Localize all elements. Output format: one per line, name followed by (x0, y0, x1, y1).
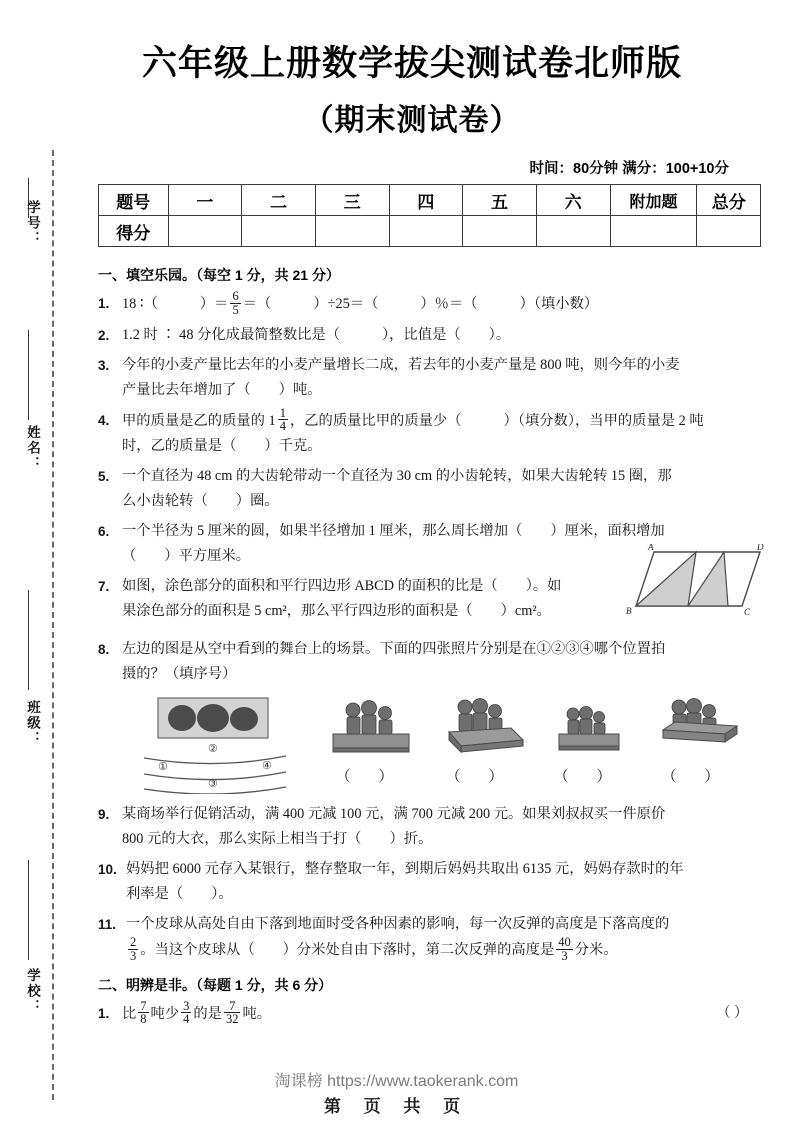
question-1-8 (98, 637, 762, 687)
sidebar-label-school: 学校： (25, 968, 40, 1015)
question-1-9 (98, 802, 762, 852)
q11-line-2a: 。当这个皮球从（ (140, 941, 255, 958)
fraction-numerator: 7 (140, 998, 147, 1013)
q8-line-2: 摄的？（填序号） (122, 666, 237, 682)
score-col-6: 六 (536, 185, 610, 216)
question-number: 1. (98, 296, 110, 311)
photo-4-answer-blank[interactable]: （ ） (661, 769, 732, 785)
question-number: 2. (98, 327, 110, 343)
question-1-4 (98, 405, 762, 460)
fraction-denominator: 3 (556, 949, 573, 963)
q4-fraction (278, 407, 288, 434)
q1-part-e: ）％＝（ (420, 295, 478, 312)
fraction-denominator: 5 (232, 302, 239, 317)
sidebar-label-student-id: 学号： (25, 200, 40, 247)
s2q1-text-c: 的是 (193, 1005, 222, 1022)
q11-line-2c: 分米。 (574, 941, 618, 958)
score-cell-2[interactable] (242, 216, 316, 247)
fraction-numerator: 6 (232, 289, 239, 303)
fraction-denominator: 4 (183, 1012, 190, 1027)
question-1-1 (98, 291, 762, 318)
aerial-label-4: ④ (262, 760, 272, 772)
q4-part-c: ）（填分数），当甲的质量是 2 吨 (503, 412, 704, 429)
score-col-2: 二 (242, 185, 316, 216)
q6-line-1b: ）厘米，面积增加 (550, 523, 665, 539)
s2q1-text-d: 吨。 (242, 1005, 272, 1022)
sidebar-label-class: 班级： (25, 700, 40, 747)
q3-line-2a: 产量比去年增加了（ (122, 381, 251, 398)
page-number-footer: 第 页 共 页 (323, 1097, 470, 1116)
section-heading-2: 二、明辨是非。（每题 1 分，共 6 分） (98, 976, 333, 993)
question-number: 9. (98, 807, 110, 822)
vertex-label-B: B (626, 606, 632, 616)
q9-line-2a: 800 元的大衣，那么实际上相当于打（ (122, 831, 362, 847)
question-number: 11. (98, 917, 117, 932)
score-cell-4[interactable] (389, 216, 463, 247)
score-col-3: 三 (315, 185, 389, 216)
score-col-4: 四 (389, 185, 463, 216)
q1-part-c: ＝（ (242, 295, 272, 312)
table-row-scores (99, 216, 761, 247)
aerial-label-1: ① (158, 761, 168, 773)
q10-line-1: 妈妈把 6000 元存入某银行，整存整取一年，到期后妈妈共取出 6135 元，妈妈存款时的年 (126, 861, 684, 877)
parallelogram-figure (624, 544, 766, 627)
photo-3-answer-blank[interactable]: （ ） (553, 769, 624, 785)
question-body (122, 802, 762, 852)
score-table-row-label-2: 得分 (99, 216, 169, 247)
sidebar-rule-2 (28, 330, 29, 420)
question-body (126, 912, 762, 964)
score-cell-extra[interactable] (610, 216, 697, 247)
q3-line-1: 今年的小麦产量比去年的小麦产量增长二成，若去年的小麦产量是 800 吨，则今年的小麦 (122, 356, 680, 373)
q11-line-2b: ）分米处自由下落时，第二次反弹的高度是 (282, 941, 555, 958)
aerial-label-3: ③ (208, 778, 218, 790)
question-body (122, 353, 762, 403)
question-body (122, 637, 762, 687)
question-body (126, 857, 762, 907)
q2-part-a: 1.2 时 ∶ 48 分化成最简整数比是（ (122, 326, 341, 343)
q6-line-1a: 一个半径为 5 厘米的圆，如果半径增加 1 厘米，那么周长增加（ (122, 523, 523, 539)
q1-part-a: 18 ∶（ (122, 295, 158, 312)
sidebar-rule-4 (28, 860, 29, 960)
q3-line-2b: ）吨。 (278, 381, 322, 398)
fraction-numerator: 40 (558, 935, 571, 949)
q5-line-2b: ）圈。 (235, 493, 279, 509)
question-1-2 (98, 323, 762, 348)
q1-part-d: ）÷25＝（ (313, 295, 379, 312)
question-1-11 (98, 912, 762, 964)
page-subtitle: （期末测试卷） (303, 104, 521, 137)
score-cell-3[interactable] (315, 216, 389, 247)
photo-option-4[interactable] (644, 696, 749, 786)
fraction-numerator: 7 (229, 998, 236, 1013)
vertex-label-C: C (744, 607, 751, 617)
left-margin-strip (0, 0, 62, 1122)
exam-time-and-score-info: 时间：80分钟 满分：100+10分 (529, 161, 729, 177)
photo-option-1[interactable] (318, 696, 423, 786)
aerial-stage-view (140, 694, 292, 799)
photo-1-svg (321, 696, 421, 762)
s2q1-fraction-b (181, 1000, 191, 1027)
photo-4-svg (647, 696, 747, 762)
q9-line-1: 某商场举行促销活动，满 400 元减 100 元，满 700 元减 200 元。如果刘叔叔买一件原价 (122, 806, 666, 822)
q5-line-2a: 么小齿轮转（ (122, 493, 208, 509)
fraction-numerator: 3 (183, 998, 190, 1013)
q10-line-2b: ）。 (211, 886, 233, 902)
site-watermark: 淘课榜 https://www.taokerank.com (274, 1073, 519, 1090)
fraction-numerator: 1 (279, 405, 286, 420)
score-table (98, 184, 761, 247)
question-2-1 (98, 998, 762, 1028)
question-8-figures (122, 692, 762, 800)
score-col-5: 五 (463, 185, 537, 216)
question-number: 7. (98, 579, 110, 594)
sidebar-rule-3 (28, 590, 29, 690)
q9-line-2b: ）折。 (389, 831, 433, 847)
question-number: 8. (98, 642, 110, 657)
vertex-label-D: D (757, 544, 764, 552)
q5-line-1: 一个直径为 48 cm 的大齿轮带动一个直径为 30 cm 的小齿轮转，如果大齿轮转 15 圈，那 (122, 468, 672, 484)
photo-3-svg (539, 702, 639, 762)
fraction-numerator: 2 (130, 935, 137, 949)
q4-part-a: 甲的质量是乙的质量的 1 (122, 412, 276, 429)
question-1-3 (98, 353, 762, 403)
parallelogram-svg (624, 544, 766, 618)
fraction-denominator: 8 (140, 1012, 147, 1027)
q7-line-1b: ）。如 (525, 578, 562, 594)
q7-line-2a: 果涂色部分的面积是 5 cm²，那么平行四边形的面积是（ (122, 603, 473, 619)
question-1-10 (98, 857, 762, 907)
sidebar-label-name: 姓名： (25, 425, 40, 472)
score-cell-6[interactable] (536, 216, 610, 247)
q11-line-1: 一个皮球从高处自由下落到地面时受各种因素的影响，每一次反弹的高度是下落高度的 (126, 916, 670, 932)
fraction-denominator: 4 (279, 419, 286, 434)
q7-line-1a: 如图，涂色部分的面积和平行四边形 ABCD 的面积的比是（ (122, 578, 498, 594)
score-col-total: 总分 (697, 185, 761, 216)
score-col-1: 一 (168, 185, 242, 216)
score-col-extra: 附加题 (610, 185, 697, 216)
question-body (122, 574, 592, 624)
score-cell-total[interactable] (697, 216, 761, 247)
aerial-stage-svg (140, 694, 292, 794)
performer-head-2 (197, 704, 229, 732)
s2q1-text-b: 吨少 (150, 1005, 180, 1022)
q7-line-2b: ）cm²。 (500, 603, 551, 619)
page-title: 六年级上册数学拔尖测试卷北师版 (141, 44, 682, 83)
q10-line-2a: 利率是（ (126, 886, 184, 902)
fraction-denominator: 3 (130, 948, 137, 963)
q4-part-b: ，乙的质量比甲的质量少（ (289, 412, 462, 429)
photo-2-answer-blank[interactable]: （ ） (445, 769, 516, 785)
performer-head-3 (230, 707, 258, 731)
fraction-denominator: 32 (225, 1012, 239, 1027)
exam-content (98, 258, 762, 1032)
s2q1-judgement-blank[interactable]: （ ） (716, 1005, 748, 1021)
question-number: 10. (98, 862, 117, 877)
q6-line-2a: （ (122, 548, 137, 564)
q1-part-f: ）（填小数） (519, 295, 599, 312)
score-table-row-label-1: 题号 (99, 185, 169, 216)
question-1-5 (98, 464, 762, 514)
q6-line-2b: ）平方厘米。 (164, 548, 251, 564)
score-cell-5[interactable] (463, 216, 537, 247)
s2q1-text-a: 比 (122, 1005, 137, 1022)
question-number: 4. (98, 412, 110, 428)
vertex-label-A: A (648, 544, 654, 552)
q2-part-b: ），比值是（ (382, 326, 461, 343)
q8-line-1: 左边的图是从空中看到的舞台上的场景。下面的四张照片分别是在①②③④哪个位置拍 (122, 641, 666, 657)
question-body (122, 464, 762, 514)
question-number: 5. (98, 469, 110, 484)
s2q1-fraction-a (138, 1000, 148, 1027)
photo-1-answer-blank[interactable]: （ ） (335, 769, 406, 785)
question-body (122, 291, 762, 318)
q1-fraction (230, 290, 240, 317)
s2q1-fraction-c (224, 1000, 241, 1027)
question-number: 1. (98, 1005, 110, 1021)
photo-option-2[interactable] (428, 696, 533, 786)
photo-2-svg (431, 696, 531, 762)
q1-part-b: ）＝ (199, 295, 229, 312)
q4-line-2a: 时，乙的质量是（ (122, 438, 237, 454)
photo-options (318, 692, 758, 796)
score-cell-1[interactable] (168, 216, 242, 247)
photo-option-3[interactable] (536, 702, 641, 786)
q4-line-2b: ）千克。 (264, 438, 322, 454)
performer-head-1 (168, 705, 196, 731)
question-body (122, 998, 762, 1028)
question-body (122, 323, 762, 348)
question-number: 6. (98, 524, 110, 539)
question-number: 3. (98, 357, 110, 373)
q11-fraction-b (556, 936, 573, 963)
question-body (122, 405, 762, 460)
q11-fraction-a (128, 936, 138, 963)
aerial-label-2: ② (208, 743, 218, 755)
section-heading-1: 一、填空乐园。（每空 1 分，共 21 分） (98, 267, 340, 283)
q2-part-c: ）。 (488, 326, 511, 343)
table-row-headers (99, 185, 761, 216)
tear-line (52, 150, 54, 1100)
